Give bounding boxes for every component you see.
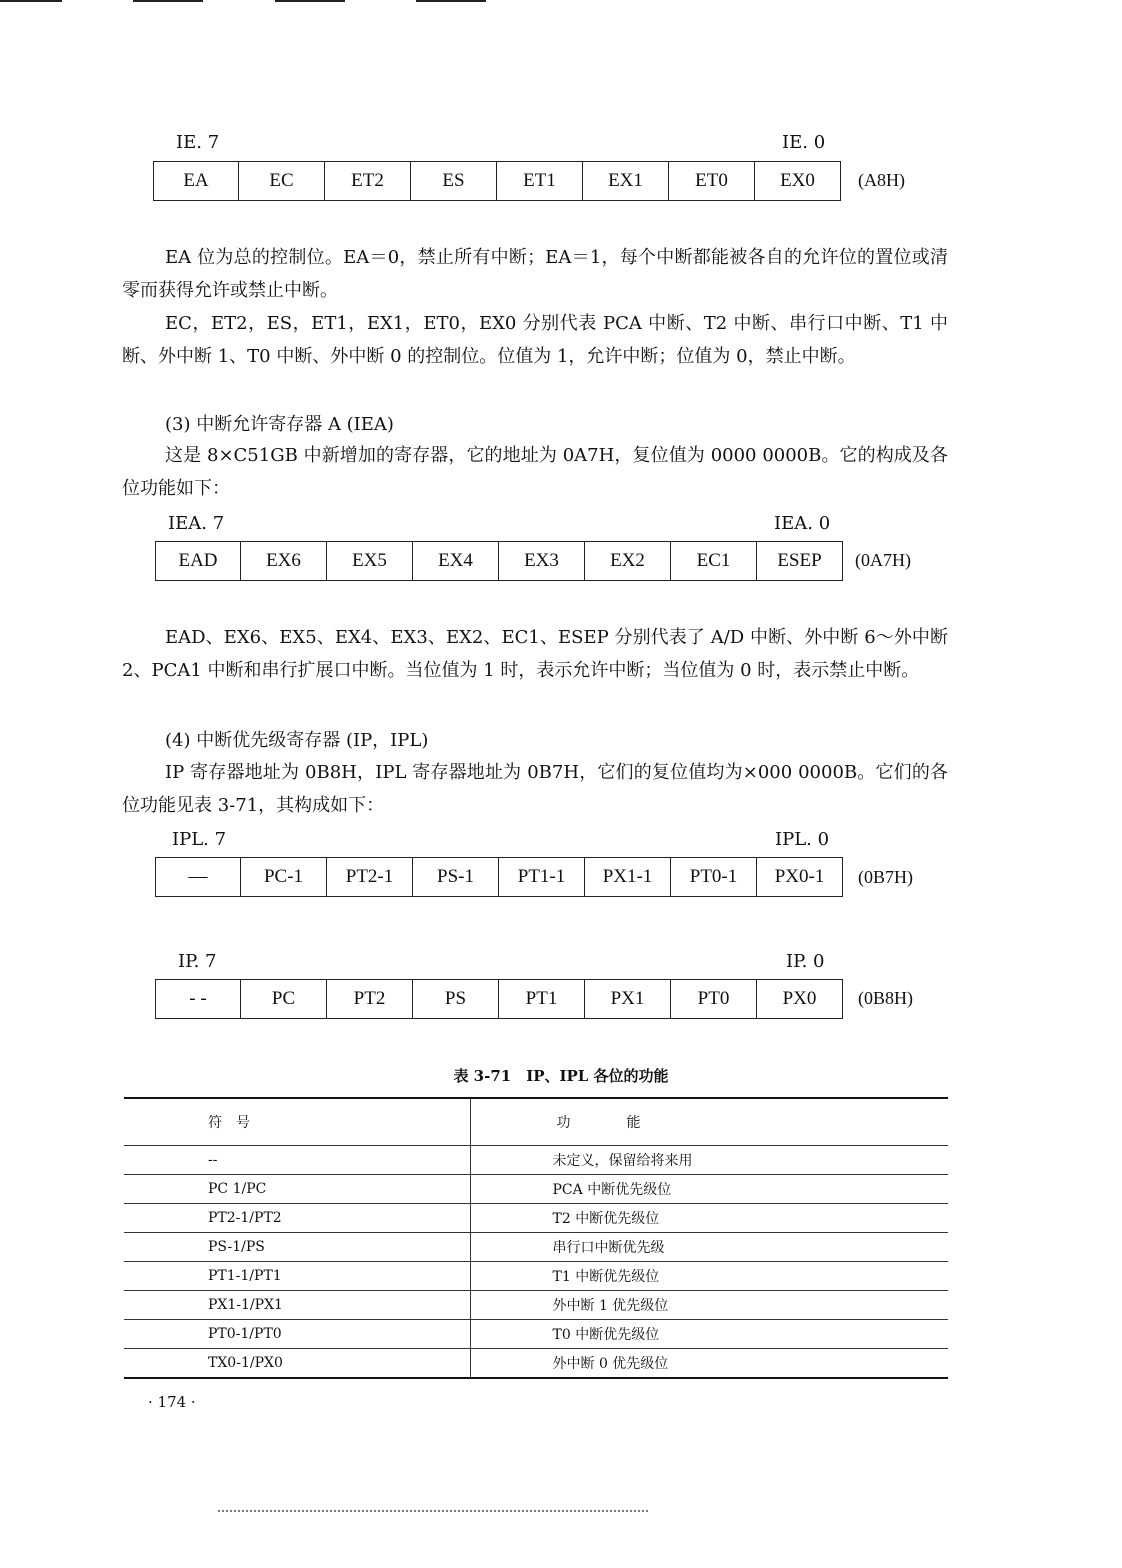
paragraph-ip: IP 寄存器地址为 0B8H，IPL 寄存器地址为 0B7H，它们的复位值均为×000 0000B。它们的各位功能见表 3-71，其构成如下： (122, 762, 948, 816)
paragraph-iea: 这是 8×C51GB 中新增加的寄存器，它的地址为 0A7H，复位值为 0000 0000B。它的构成及各位功能如下： (122, 445, 948, 499)
reg-high-label: IEA. 7 (168, 513, 225, 534)
reg-bit: PX0-1 (757, 857, 843, 897)
reg-bit: ES (411, 161, 497, 201)
reg-bit: EX4 (413, 541, 499, 581)
heading-ip: (4) 中断优先级寄存器 (IP，IPL) (165, 730, 429, 751)
reg-bit-row (155, 857, 843, 897)
table-cell-symbol: PT0-1/PT0 (124, 1320, 470, 1349)
reg-bit: ESEP (757, 541, 843, 581)
reg-bit-row (155, 541, 843, 581)
table-cell-symbol: PT1-1/PT1 (124, 1262, 470, 1291)
table-cell-function: T0 中断优先级位 (470, 1320, 948, 1349)
table-cell-function: 未定义，保留给将来用 (470, 1146, 948, 1175)
reg-address: (0B7H) (858, 867, 913, 887)
table-cell-symbol: PC 1/PC (124, 1175, 470, 1204)
reg-bit: EA (153, 161, 239, 201)
reg-bit: EC1 (671, 541, 757, 581)
reg-bit: EAD (155, 541, 241, 581)
table-cell-symbol: PS-1/PS (124, 1233, 470, 1262)
table-row (124, 1146, 948, 1175)
table-cell-symbol: PT2-1/PT2 (124, 1204, 470, 1233)
table-cell-symbol: PX1-1/PX1 (124, 1291, 470, 1320)
reg-bit: — (155, 857, 241, 897)
reg-bit: PX0 (757, 979, 843, 1019)
table-row (124, 1175, 948, 1204)
table-header-row (124, 1098, 948, 1146)
reg-low-label: IEA. 0 (774, 513, 831, 534)
reg-bit: ET2 (325, 161, 411, 201)
reg-bit: PT0 (671, 979, 757, 1019)
reg-low-label: IPL. 0 (775, 829, 830, 850)
table-row (124, 1233, 948, 1262)
table-cell-function: 串行口中断优先级 (470, 1233, 948, 1262)
bottom-divider (218, 1510, 648, 1512)
reg-bit: PT2-1 (327, 857, 413, 897)
reg-bit-row (155, 979, 843, 1019)
reg-high-label: IPL. 7 (172, 829, 227, 850)
paragraph-ec: EC，ET2，ES，ET1，EX1，ET0，EX0 分别代表 PCA 中断、T2 中断、串行口中断、T1 中断、外中断 1、T0 中断、外中断 0 的控制位。位值为 1，允许中断；位值为 0，禁止中断。 (122, 313, 948, 367)
reg-bit: EX1 (583, 161, 669, 201)
reg-bit: PT2 (327, 979, 413, 1019)
reg-low-label: IE. 0 (782, 132, 826, 153)
reg-bit: EX2 (585, 541, 671, 581)
table-row (124, 1349, 948, 1379)
table-cell-symbol: TX0-1/PX0 (124, 1349, 470, 1379)
reg-bit: PS (413, 979, 499, 1019)
reg-bit: - - (155, 979, 241, 1019)
table-cell-function: T2 中断优先级位 (470, 1204, 948, 1233)
paragraph-ea: EA 位为总的控制位。EA＝0，禁止所有中断；EA＝1，每个中断都能被各自的允许位的置位或清零而获得允许或禁止中断。 (122, 247, 948, 301)
reg-high-label: IP. 7 (178, 951, 217, 972)
reg-address: (0B8H) (858, 988, 913, 1008)
table-caption: 表 3-71 IP、IPL 各位的功能 (453, 1067, 669, 1085)
reg-bit-row (153, 161, 841, 201)
reg-bit: EC (239, 161, 325, 201)
reg-bit: PT1 (499, 979, 585, 1019)
table-row (124, 1204, 948, 1233)
paragraph-ead: EAD、EX6、EX5、EX4、EX3、EX2、EC1、ESEP 分别代表了 A/D 中断、外中断 6～外中断 2、PCA1 中断和串行扩展口中断。当位值为 1 时，表示允许中断；当位值为 0 时，表示禁止中断。 (122, 627, 948, 681)
heading-iea: (3) 中断允许寄存器 A (IEA) (165, 414, 394, 435)
column-header-function: 功 能 (470, 1098, 948, 1146)
table-cell-function: 外中断 0 优先级位 (470, 1349, 948, 1379)
table-row (124, 1262, 948, 1291)
table-cell-function: PCA 中断优先级位 (470, 1175, 948, 1204)
table-cell-function: 外中断 1 优先级位 (470, 1291, 948, 1320)
reg-bit: EX5 (327, 541, 413, 581)
reg-bit: PT1-1 (499, 857, 585, 897)
reg-bit: PX1-1 (585, 857, 671, 897)
reg-bit: PX1 (585, 979, 671, 1019)
reg-bit: ET1 (497, 161, 583, 201)
table-row (124, 1320, 948, 1349)
reg-address: (A8H) (858, 170, 905, 190)
reg-bit: PC (241, 979, 327, 1019)
reg-address: (0A7H) (855, 550, 911, 570)
reg-bit: EX3 (499, 541, 585, 581)
function-table (124, 1097, 948, 1379)
reg-high-label: IE. 7 (176, 132, 220, 153)
table-row (124, 1291, 948, 1320)
page-number: · 174 · (148, 1393, 196, 1411)
reg-bit: EX6 (241, 541, 327, 581)
reg-bit: ET0 (669, 161, 755, 201)
table-cell-function: T1 中断优先级位 (470, 1262, 948, 1291)
column-header-symbol: 符 号 (124, 1098, 470, 1146)
reg-bit: PC-1 (241, 857, 327, 897)
reg-low-label: IP. 0 (786, 951, 825, 972)
reg-bit: PT0-1 (671, 857, 757, 897)
reg-bit: PS-1 (413, 857, 499, 897)
table-cell-symbol: -- (124, 1146, 470, 1175)
reg-bit: EX0 (755, 161, 841, 201)
